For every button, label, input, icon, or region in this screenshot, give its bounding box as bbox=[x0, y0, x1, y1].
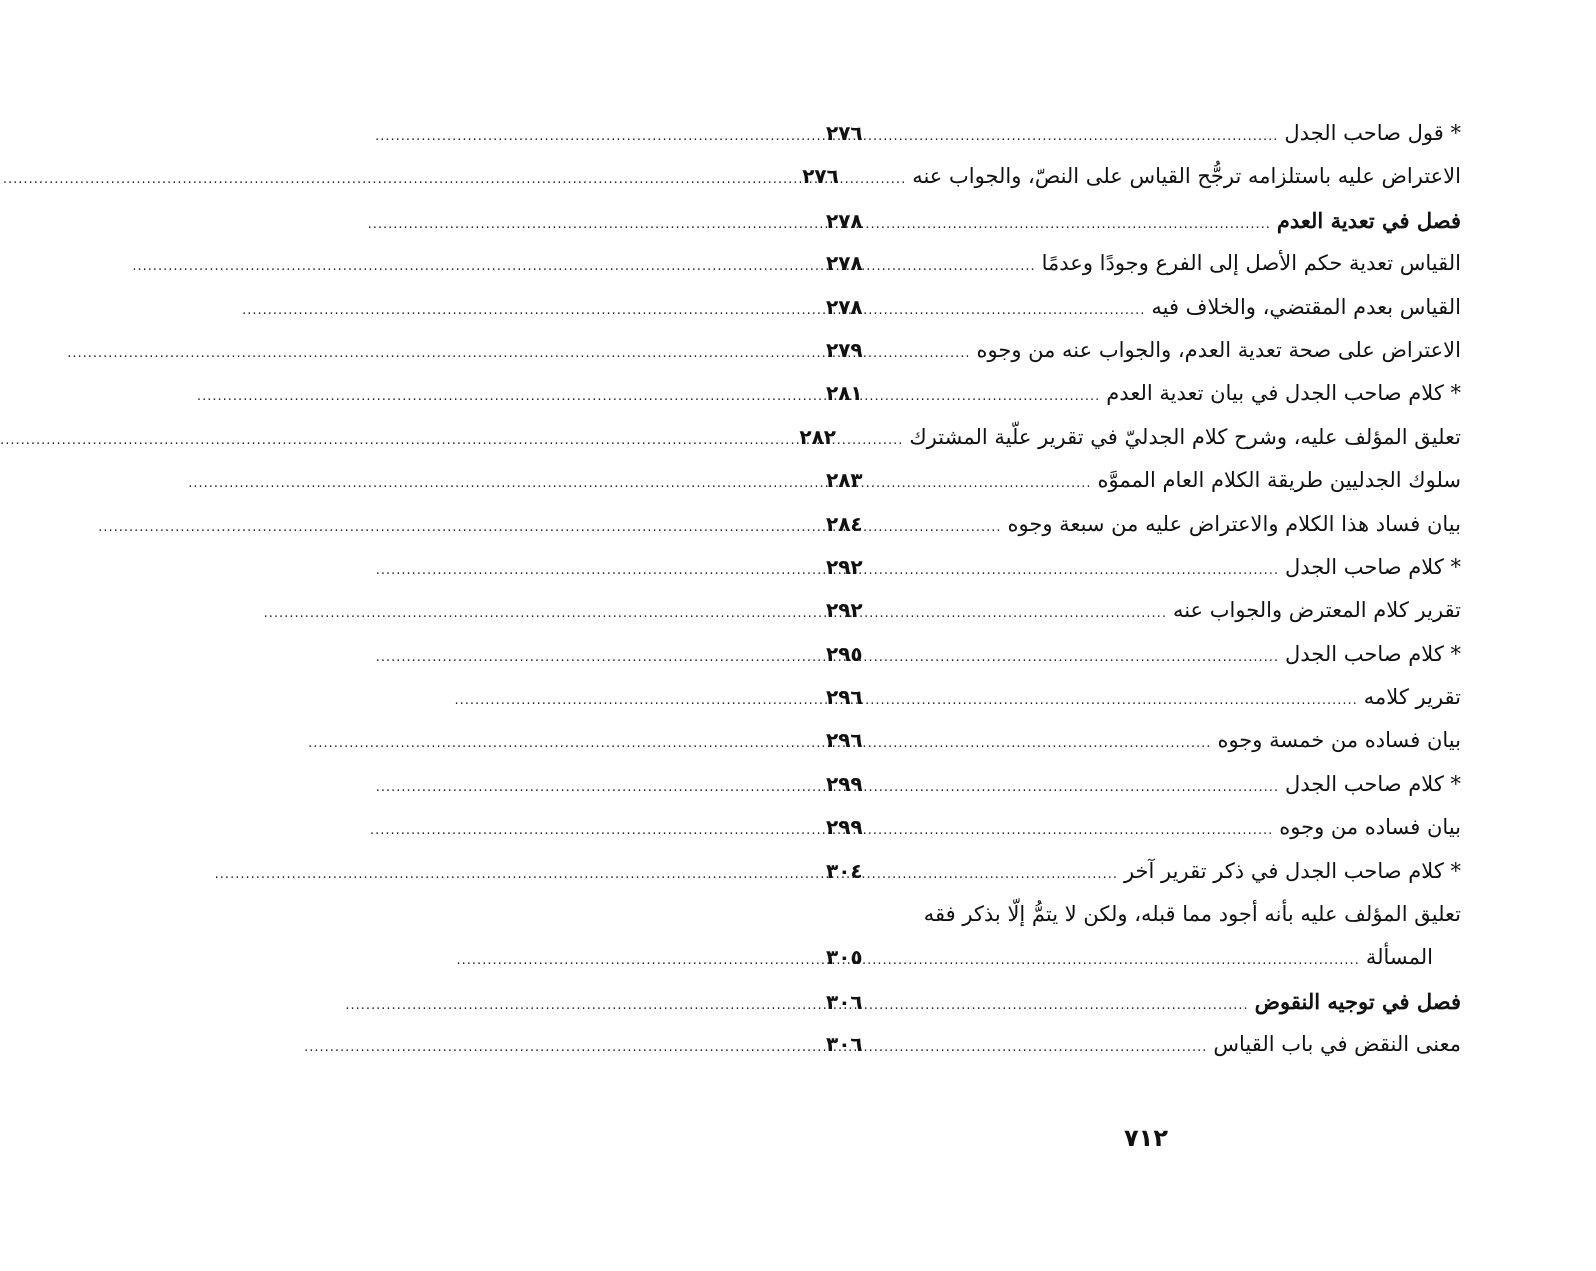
toc-entry bbox=[826, 546, 1461, 589]
toc-entry bbox=[799, 416, 1461, 459]
toc-entry-title: فصل في توجيه النقوض bbox=[1254, 988, 1461, 1014]
toc-entry-title: * كلام صاحب الجدل في ذكر تقرير آخر bbox=[1123, 858, 1461, 883]
toc-section-heading bbox=[826, 980, 1461, 1023]
toc-entry bbox=[826, 806, 1461, 849]
table-of-contents bbox=[799, 112, 1461, 1067]
toc-entry bbox=[826, 286, 1461, 329]
leader-dots bbox=[900, 676, 1358, 722]
toc-entry-page: ٢٩٦ bbox=[826, 685, 863, 710]
leader-dots bbox=[900, 850, 1118, 896]
toc-entry-title: معنى النقض في باب القياس bbox=[1213, 1032, 1461, 1057]
toc-entry-page: ٢٩٦ bbox=[826, 728, 863, 753]
toc-entry-title: فصل في تعدية العدم bbox=[1276, 207, 1461, 233]
toc-entry bbox=[826, 1023, 1461, 1066]
toc-entry-page: ٢٩٢ bbox=[826, 598, 863, 623]
toc-entry-title-line1: تعليق المؤلف عليه بأنه أجود مما قبله، ولكن لا يتمُّ إلّا بذكر فقه bbox=[923, 902, 1461, 927]
toc-entry-title: سلوك الجدليين طريقة الكلام العام المموَّه bbox=[1097, 468, 1461, 493]
leader-dots bbox=[900, 633, 1279, 679]
toc-entry-title: * كلام صاحب الجدل في بيان تعدية العدم bbox=[1106, 381, 1461, 406]
toc-entry-page: ٢٨٢ bbox=[799, 424, 836, 449]
toc-entry-page: ٢٧٨ bbox=[826, 294, 863, 319]
toc-entry-page: ٢٩٢ bbox=[826, 554, 863, 579]
toc-entry bbox=[802, 155, 1461, 198]
leader-dots bbox=[900, 589, 1167, 635]
toc-entry-title: تقرير كلام المعترض والجواب عنه bbox=[1172, 598, 1461, 623]
leader-dots bbox=[900, 503, 1002, 549]
toc-entry-page: ٣٠٤ bbox=[826, 858, 863, 883]
toc-entry-page: ٣٠٦ bbox=[826, 989, 863, 1014]
toc-entry-page: ٢٨٤ bbox=[826, 511, 863, 536]
leader-dots bbox=[900, 459, 1092, 505]
leader-dots bbox=[900, 763, 1279, 809]
toc-entry bbox=[826, 850, 1461, 893]
toc-entry-page: ٢٨٣ bbox=[826, 468, 863, 493]
toc-entry bbox=[826, 763, 1461, 806]
leader-dots bbox=[900, 372, 1100, 418]
toc-entry-title-line2-row bbox=[826, 936, 1461, 979]
toc-section-heading bbox=[826, 199, 1461, 242]
leader-dots bbox=[900, 936, 1360, 982]
page-number: ٧١٢ bbox=[1124, 1124, 1168, 1152]
toc-entry bbox=[826, 589, 1461, 632]
toc-entry-title: تعليق المؤلف عليه، وشرح كلام الجدليّ في تقرير علّية المشترك bbox=[909, 424, 1461, 449]
leader-dots bbox=[900, 286, 1145, 332]
toc-entry-title: بيان فساد هذا الكلام والاعتراض عليه من سبعة وجوه bbox=[1007, 511, 1461, 536]
toc-entry-title: * كلام صاحب الجدل bbox=[1285, 771, 1461, 796]
leader-dots bbox=[900, 242, 1036, 288]
toc-entry-title: الاعتراض عليه باستلزامه ترجُّح القياس على النصّ، والجواب عنه bbox=[912, 164, 1461, 189]
toc-entry-page: ٣٠٦ bbox=[826, 1032, 863, 1057]
toc-entry-title: * كلام صاحب الجدل bbox=[1285, 554, 1461, 579]
leader-dots bbox=[900, 719, 1211, 765]
leader-dots bbox=[900, 806, 1273, 852]
leader-dots bbox=[900, 112, 1278, 158]
toc-entry-title: القياس بعدم المقتضي، والخلاف فيه bbox=[1151, 294, 1461, 319]
toc-entry-title: القياس تعدية حكم الأصل إلى الفرع وجودًا وعدمًا bbox=[1041, 251, 1461, 276]
toc-entry-page: ٢٩٩ bbox=[826, 815, 863, 840]
toc-entry-title: تقرير كلامه bbox=[1363, 685, 1461, 710]
leader-dots bbox=[900, 1023, 1207, 1069]
leader-dots bbox=[900, 546, 1279, 592]
toc-entry bbox=[826, 329, 1461, 372]
toc-entry bbox=[826, 459, 1461, 502]
leader-dots bbox=[900, 200, 1271, 246]
toc-entry bbox=[826, 676, 1461, 719]
leader-dots bbox=[876, 155, 906, 201]
toc-entry-page: ٢٧٦ bbox=[826, 121, 863, 145]
toc-entry-page: ٣٠٥ bbox=[826, 945, 863, 970]
toc-entry-title: بيان فساده من وجوه bbox=[1279, 815, 1461, 840]
toc-entry-page: ٢٩٥ bbox=[826, 641, 863, 666]
toc-entry-page: ٢٨١ bbox=[826, 381, 863, 406]
toc-entry-title: * قول صاحب الجدل bbox=[1284, 121, 1461, 145]
toc-entry-title: الاعتراض على صحة تعدية العدم، والجواب عنه من وجوه bbox=[976, 337, 1461, 362]
toc-entry-title: بيان فساده من خمسة وجوه bbox=[1217, 728, 1461, 753]
toc-entry bbox=[826, 503, 1461, 546]
toc-entry-page: ٢٩٩ bbox=[826, 771, 863, 796]
toc-entry-page: ٢٧٦ bbox=[802, 164, 839, 189]
toc-entry-page: ٢٧٨ bbox=[826, 251, 863, 276]
toc-entry bbox=[826, 242, 1461, 285]
toc-entry-title-line2: المسألة bbox=[1365, 945, 1433, 970]
toc-entry-page: ٢٧٨ bbox=[826, 208, 863, 233]
leader-dots bbox=[900, 329, 970, 375]
toc-entry-multiline bbox=[826, 893, 1461, 980]
toc-entry bbox=[826, 719, 1461, 762]
leader-dots bbox=[873, 416, 903, 462]
toc-entry-title: * كلام صاحب الجدل bbox=[1285, 641, 1461, 666]
toc-entry bbox=[826, 112, 1461, 155]
leader-dots bbox=[900, 981, 1249, 1027]
toc-entry bbox=[826, 633, 1461, 676]
toc-entry bbox=[826, 372, 1461, 415]
toc-entry-page: ٢٧٩ bbox=[826, 337, 863, 362]
